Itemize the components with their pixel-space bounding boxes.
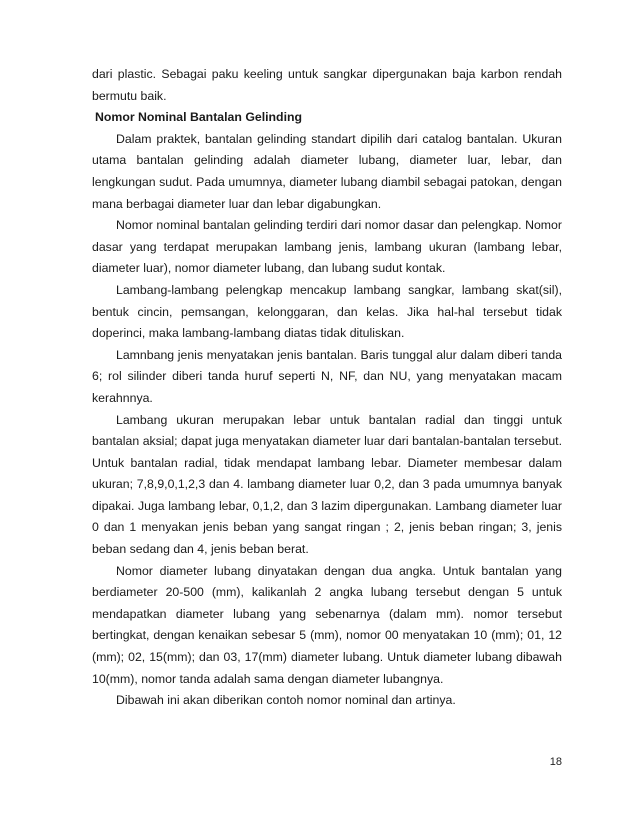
section-heading: Nomor Nominal Bantalan Gelinding — [95, 110, 303, 125]
paragraph-lambang-ukuran: Lambang ukuran merupakan lebar untuk bantalan radial dan tinggi untuk bantalan aksial; dapat juga menyatakan diameter luar dari bantalan-bantalan tersebut. Untuk bantalan radial, tidak mendapat lambang lebar. Diameter membesar dalam ukuran; 7,8,9,0,1,2,3 dan 4. lambang diameter luar 0,2, dan 3 pada umumnya banyak dipakai. Juga lambang lebar, 0,1,2, dan 3 lazim dipergunakan. Lambang diameter luar 0 dan 1 menyakan jenis beban yang sangat ringan ; 2, jenis beban ringan; 3, jenis beban sedang dan 4, jenis beban berat. — [92, 412, 562, 557]
page-number: 18 — [549, 756, 562, 768]
paragraph-continuation: dari plastic. Sebagai paku keeling untuk sangkar dipergunakan baja karbon rendah bermutu baik. — [92, 67, 562, 103]
paragraph-intro: Dalam praktek, bantalan gelinding standart dipilih dari catalog bantalan. Ukuran utama bantalan gelinding adalah diameter lubang, diameter luar, lebar, dan lengkungan sudut. Pada umumnya, diameter lubang diambil sebagai patokan, dengan mana berbagai diameter luar dan lebar digabungkan. — [92, 131, 562, 211]
paragraph-contoh: Dibawah ini akan diberikan contoh nomor nominal dan artinya. — [116, 693, 456, 708]
paragraph-nomor-dasar: Nomor nominal bantalan gelinding terdiri dari nomor dasar dan pelengkap. Nomor dasar yang terdapat merupakan lambang jenis, lambang ukuran (lambang lebar, diameter luar), nomor diameter lubang, dan lubang sudut kontak. — [92, 218, 562, 276]
paragraph-lambang-pelengkap: Lambang-lambang pelengkap mencakup lambang sangkar, lambang skat(sil), bentuk cincin, pemsangan, kelonggaran, dan kelas. Jika hal-hal tersebut tidak doperinci, maka lambang-lambang diatas tidak dituliskan. — [92, 282, 562, 341]
paragraph-diameter-lubang: Nomor diameter lubang dinyatakan dengan dua angka. Untuk bantalan yang berdiameter 20-500 (mm), kalikanlah 2 angka lubang tersebut dengan 5 untuk mendapatkan diameter lubang yang sebenarnya (dalam mm). nomor tersebut bertingkat, dengan kenaikan sebesar 5 (mm), nomor 00 menyatakan 10 (mm); 01, 12 (mm); 02, 15(mm); dan 03, 17(mm) diameter lubang. Untuk diameter lubang dibawah 10(mm), nomor tanda adalah sama dengan diameter lubangnya. — [92, 563, 562, 686]
page-body — [92, 64, 562, 712]
paragraph-lambang-jenis: Lamnbang jenis menyatakan jenis bantalan. Baris tunggal alur dalam diberi tanda 6; rol silinder diberi tanda huruf seperti N, NF, dan NU, yang menyatakan macam kerahnnya. — [92, 347, 562, 405]
